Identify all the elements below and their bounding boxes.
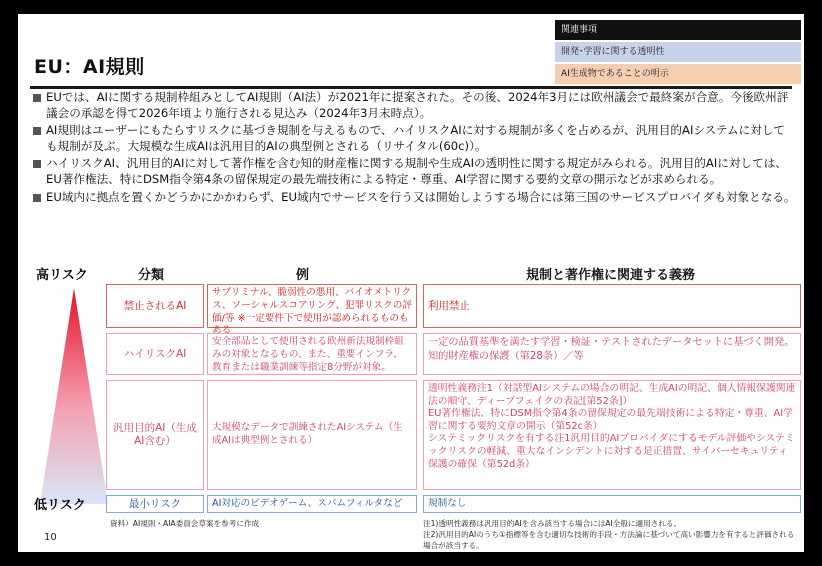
column-header-example: 例 (296, 268, 310, 283)
bullet-square-icon (33, 127, 41, 135)
duty-minimal-risk: 規制なし (423, 495, 801, 513)
legend-item-ai-output-disclosure: AI生成物であることの明示 (555, 64, 801, 84)
duty-prohibited: 利用禁止 (423, 284, 801, 328)
example-minimal-risk: AI対応のビデオゲーム、スパムフィルタなど (207, 495, 417, 513)
bullet-square-icon (33, 94, 41, 102)
footnote-1: 注1)透明性義務は汎用目的AIを含み該当する場合にはAI全般に適用される。 (423, 519, 682, 528)
bullet-text: AI規則はユーザーにもたらすリスクに基づき規制を与えるもので、ハイリスクAIに対する規制が多くを占めるが、汎用目的AIシステムに対しても規制が及ぶ。大規模な生成AIは汎用目的AIの典型例とされる（リサイタル(60c)）。 (46, 123, 785, 153)
legend-item-transparency: 開発･学習に関する透明性 (555, 42, 801, 62)
column-header-duty: 規制と著作権に関連する義務 (526, 268, 696, 283)
example-general-purpose: 大規模なデータで訓練されたAIシステム（生成AIは典型例とされる） (207, 380, 417, 490)
page-number: 10 (44, 532, 57, 543)
bullet-item (32, 190, 796, 206)
bullet-item (32, 123, 796, 154)
bullet-item (32, 90, 796, 121)
example-high-risk: 安全部品として使用される欧州新法規制枠組みの対象となるもの、また、重要インフラ、教育または職業訓練等指定8分野が対象。 (207, 333, 417, 375)
high-risk-label: 高リスク (36, 268, 88, 283)
footnote-2: 注2)汎用目的AIのうち①指標等を含む適切な技術的手段・方法論に基づいて高い影響力を有すると評価される場合が該当する。 (423, 530, 795, 550)
example-prohibited: サブリミナル、脆弱性の悪用、バイオメトリクス、ソーシャルスコアリング、犯罪リスクの評価/等 ※一定要件下で使用が認められるものもある (207, 284, 417, 328)
page-title: EU：AI規則 (34, 56, 145, 78)
duty-copyright-line: EU著作権法、特にDSM指令第4条の留保規定の最先端技術による特定・尊重、AI学習に関する要約文章の開示（第52c条） (428, 408, 793, 432)
bullet-item (32, 156, 796, 187)
legend-header: 関連事項 (555, 20, 801, 40)
low-risk-label: 低リスク (34, 498, 86, 513)
bullet-square-icon (33, 194, 41, 202)
related-items-legend (555, 20, 801, 84)
category-high-risk: ハイリスクAI (106, 333, 204, 375)
duty-high-risk: 一定の品質基準を満たす学習・検証・テストされたデータセットに基づく開発。知的財産権の保護（第28条）／等 (423, 333, 801, 375)
bullet-text: ハイリスクAI、汎用目的AIに対して著作権を含む知的財産権に関する規制や生成AIの透明性に関する規定がみられる。汎用目的AIに対しては、EU著作権法、特にDSM指令第4条の留保規定の最先端技術による特定・尊重、AI学習に関する要約文章の開示などが求められる。 (46, 156, 787, 186)
duty-general-purpose (423, 380, 801, 490)
source-note: 資料）AI規則・AIA委員会草案を参考に作成 (110, 519, 260, 528)
column-header-category: 分類 (138, 268, 165, 283)
bullet-text: EUでは、AIに関する規制枠組みとしてAI規則（AI法）が2021年に提案された。その後、2024年3月には欧州議会で最終案が合意。今後欧州評議会の承認を得て2026年頃より施行される見込み（2024年3月末時点）。 (46, 90, 789, 120)
duty-transparency-line: 透明性義務注1（対話型AIシステムの場合の明記、生成AIの明記、個人情報保護関連法の順守、ディープフェイクの表記[第52条]） (428, 383, 796, 407)
category-prohibited: 禁止されるAI (106, 284, 204, 328)
bullet-text: EU域内に拠点を置くかどうかにかかわらず、EU域内でサービスを行う又は開始しようする場合には第三国のサービスプロバイダも対象となる。 (46, 189, 796, 204)
bullet-list (32, 90, 796, 207)
slide (18, 14, 804, 552)
bullet-square-icon (33, 160, 41, 168)
category-general-purpose: 汎用目的AI（生成AI含む） (106, 380, 204, 490)
title-divider (30, 86, 792, 89)
category-minimal-risk: 最小リスク (106, 495, 204, 513)
duty-systemic-risk-line: システミックリスクを有する注1汎用目的AIプロバイダにするモデル評価やシステミックリスクの軽減、重大なインシデントに対する是正措置、サイバーセキュリティ保護の確保（第52d条） (428, 433, 795, 470)
risk-gradient-triangle (36, 284, 112, 508)
